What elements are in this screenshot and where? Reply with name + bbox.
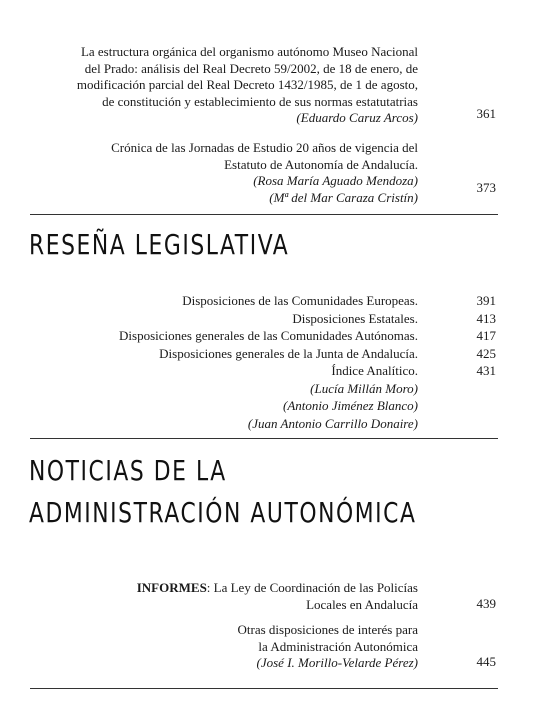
section-divider xyxy=(30,438,498,439)
entry-author: (Juan Antonio Carrillo Donaire) xyxy=(247,415,418,431)
section-heading-resena-legislativa: RESEÑA LEGISLATIVA xyxy=(29,228,290,261)
entry-author: (Eduardo Caruz Arcos) xyxy=(296,110,418,125)
section-divider xyxy=(30,688,498,689)
entry-title-line: Locales en Andalucía xyxy=(306,596,418,612)
section-divider xyxy=(30,214,498,215)
toc-entry-otras-disposiciones xyxy=(237,622,418,672)
toc-item: Disposiciones Estatales. xyxy=(292,310,418,326)
entry-title-line: del Prado: análisis del Real Decreto 59/2002, de 18 de enero, de xyxy=(84,60,418,76)
entry-author: (Rosa María Aguado Mendoza) xyxy=(253,173,418,188)
entry-title-line: Otras disposiciones de interés para xyxy=(237,622,418,637)
entry-title-line: modificación parcial del Real Decreto 1432/1985, de 1 de agosto, xyxy=(76,77,418,92)
entry-author: (Mª del Mar Caraza Cristín) xyxy=(269,189,418,205)
entry-title-line: la Administración Autonómica xyxy=(258,638,418,654)
legislativa-items xyxy=(119,292,418,432)
entry-author: (José I. Morillo-Velarde Pérez) xyxy=(256,655,418,670)
section-heading-noticias-line1: NOTICIAS DE LA xyxy=(29,454,227,487)
toc-entry-cronica-jornadas xyxy=(111,140,418,206)
toc-item: Índice Analítico. xyxy=(331,363,418,378)
entry-title-line: : La Ley de Coordinación de las Policías xyxy=(206,580,418,595)
entry-title-line: de constitución y establecimiento de sus normas estatutatrias xyxy=(102,93,418,109)
section-heading-noticias-line2: ADMINISTRACIÓN AUTONÓMICA xyxy=(29,496,417,529)
entry-page-number: 445 xyxy=(476,654,496,669)
entry-author: (Antonio Jiménez Blanco) xyxy=(282,398,418,413)
entry-page-number: 425 xyxy=(476,345,496,361)
entry-page-number: 361 xyxy=(476,106,496,121)
informes-label: INFORMES xyxy=(136,580,207,595)
entry-page-number: 417 xyxy=(476,328,496,343)
toc-item: Disposiciones de las Comunidades Europeas. xyxy=(182,293,418,308)
toc-entry-museo-prado xyxy=(77,44,418,127)
entry-page-number: 431 xyxy=(476,363,496,378)
toc-item: Disposiciones generales de la Junta de Andalucía. xyxy=(159,345,418,361)
entry-page-number: 373 xyxy=(476,180,496,195)
entry-title-line: Estatuto de Autonomía de Andalucía. xyxy=(224,156,418,172)
entry-title-line: Crónica de las Jornadas de Estudio 20 años de vigencia del xyxy=(111,140,418,155)
toc-entry-informes xyxy=(137,580,418,613)
entry-title-line: La estructura orgánica del organismo autónomo Museo Nacional xyxy=(80,44,418,59)
toc-item: Disposiciones generales de las Comunidades Autónomas. xyxy=(119,328,418,343)
legislativa-pages xyxy=(456,292,496,380)
entry-page-number: 391 xyxy=(476,293,496,308)
entry-page-number: 413 xyxy=(476,310,496,326)
entry-page-number: 439 xyxy=(476,596,496,611)
entry-author: (Lucía Millán Moro) xyxy=(310,380,418,396)
